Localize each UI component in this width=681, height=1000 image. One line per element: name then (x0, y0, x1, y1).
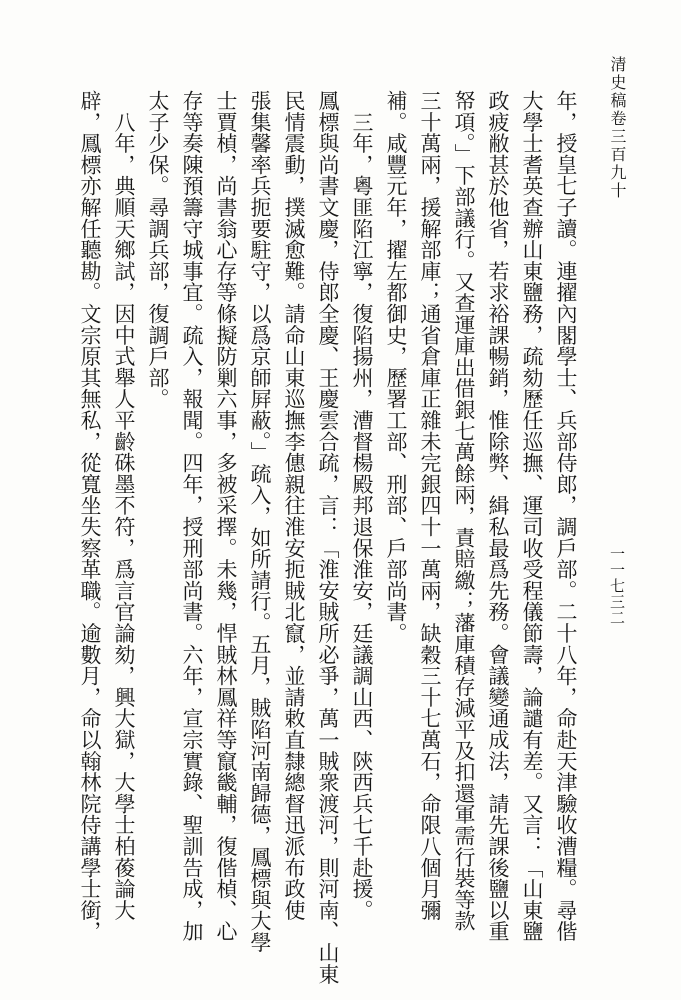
text-column: 八年，典順天鄉試，因中式舉人平齡硃墨不符，爲言官論劾，興大獄，大學士柏葰論大 (112, 90, 136, 921)
text-column: 政疲敝甚於他省，若求裕課暢銷，惟除弊、緝私最爲先務。會議變通成法，請先課後鹽以重 (486, 90, 510, 942)
running-head: 清史稿卷三百九十 (608, 56, 627, 200)
text-column: 鳳標與尚書文慶，侍郎全慶、王慶雲合疏，言：「淮安賊所必爭，萬一賊衆渡河，則河南、山東 (316, 90, 340, 985)
text-body (78, 90, 583, 985)
text-column: 辟，鳳標亦解任聽勘。文宗原其無私，從寬坐失察革職。逾數月，命以翰林院侍講學士銜， (78, 90, 102, 942)
text-column: 民情震動，撲滅愈難。請命山東巡撫李僡親往淮安扼賊北竄，並請敕直隸總督迅派布政使 (282, 90, 306, 921)
text-column: 帑項。」下部議行。又查運庫出借銀七萬餘兩，責賠繳；藩庫積存減平及扣還軍需行裝等款 (452, 90, 476, 932)
text-column: 太子少保。尋調兵部，復調戶部。 (146, 90, 170, 410)
text-column: 補。咸豐元年，擢左都御史，歷署工部、刑部、戶部尚書。 (384, 90, 408, 644)
text-column: 存等奏陳預籌守城事宜。疏入，報聞。四年，授刑部尚書。六年，宣宗實錄、聖訓告成，加 (180, 90, 204, 942)
text-column: 三十萬兩，援解部庫；通省倉庫正雜未完銀四十一萬兩，缺穀三十七萬石，命限八個月彌 (418, 90, 442, 921)
page-number: 一一七三二 (608, 546, 626, 626)
text-column: 三年，粵匪陷江寧，復陷揚州，漕督楊殿邦退保淮安，廷議調山西、陝西兵七千赴援。 (350, 90, 374, 921)
text-column: 士賈楨，尚書翁心存等條擬防剿六事，多被采擇。未幾，悍賊林鳳祥等竄畿輔，復偕楨、心 (214, 90, 238, 942)
text-column: 大學士耆英查辦山東鹽務，疏劾歷任巡撫、運司收受程儀節壽，論譴有差。又言：「山東鹽 (520, 90, 544, 942)
text-column: 張集馨率兵扼要駐守，以爲京師屛蔽。」疏入，如所請行。五月，賊陷河南歸德，鳳標與大學 (248, 90, 272, 953)
text-column: 年，授皇七子讀。連擢內閣學士、兵部侍郎，調戶部。二十八年，命赴天津驗收漕糧。尋偕 (554, 90, 578, 942)
